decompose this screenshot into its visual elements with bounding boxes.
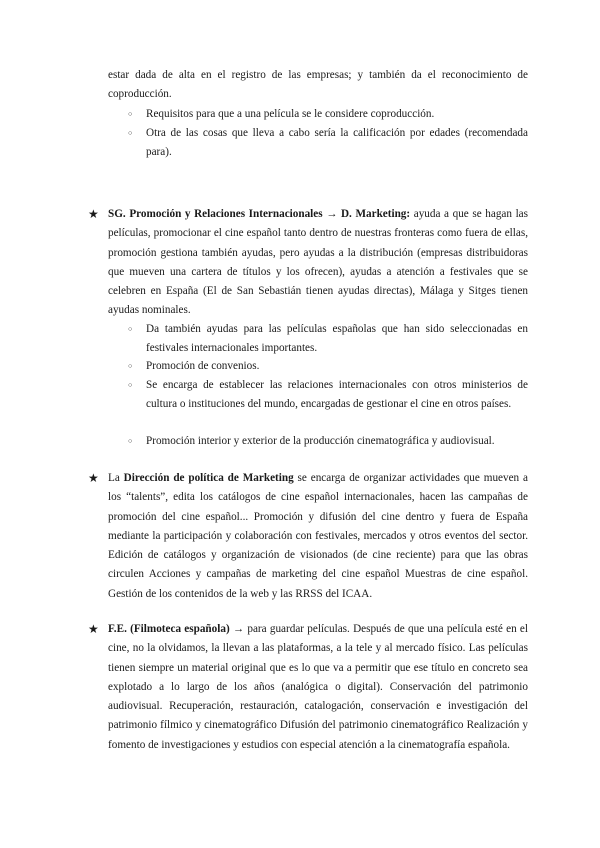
sub-bullet-icon: ○ [128, 362, 133, 370]
section-pre: La [108, 472, 124, 484]
filmoteca-paragraph [108, 620, 528, 755]
star-bullet-icon: ★ [88, 471, 99, 485]
sub-bullet-icon: ○ [128, 129, 133, 137]
sub-bullet-icon: ○ [128, 325, 133, 333]
section-heading: F.E. (Filmoteca española) → [108, 623, 245, 635]
intro-paragraph: estar dada de alta en el registro de las empresas; y también da el reconocimiento de coproducción. [108, 69, 528, 101]
section-body: ayuda a que se hagan las películas, promocionar el cine español tanto dentro de nuestras fronteras como fuera de ellas, promoción gestiona también ayudas, pero ayudas a la distribución (empresas distribuidoras que mueven una cartera de títulos y los ofrecen), ayudas a atención a festivales que se celebren en España (El de San Sebastián tienen ayudas directas), Málaga y Sitges tienen ayudas nominales. [108, 208, 529, 317]
section-heading: Dirección de política de Marketing [123, 472, 294, 484]
marketing-sub-item: Da también ayudas para las películas españolas que han sido seleccionadas en festivales internacionales importantes. [146, 323, 528, 355]
section-body: para guardar películas. Después de que una película esté en el cine, no la olvidamos, la llevan a las plataformas, a la tele y al mercado físico. Las películas tienen siempre un material original que es lo que va a permitir que ese título en concreto sea explotado a lo largo de los años (analógica o digital). Conservación del patrimonio audiovisual. Recuperación, restauración, catalogación, conservación e investigación del patrimonio fílmico y cinematográfico Difusión del patrimonio cinematográfico Realización y fomento de investigaciones y estudios con especial atención a la cinematografía española. [108, 623, 528, 751]
intro-sub-item: Otra de las cosas que lleva a cabo sería la calificación por edades (recomendada para). [146, 127, 528, 159]
sub-bullet-icon: ○ [128, 437, 133, 445]
intro-sub-item: Requisitos para que a una película se le considere coproducción. [146, 108, 435, 120]
star-bullet-icon: ★ [88, 207, 99, 221]
section-heading: SG. Promoción y Relaciones Internacionales → D. Marketing: [108, 208, 411, 220]
sub-bullet-icon: ○ [128, 381, 133, 389]
marketing-sub-item: Promoción interior y exterior de la producción cinematográfica y audiovisual. [146, 435, 495, 447]
sub-bullet-icon: ○ [128, 110, 133, 118]
star-bullet-icon: ★ [88, 622, 99, 636]
marketing-paragraph [108, 205, 528, 321]
marketing-policy-paragraph [108, 469, 528, 604]
section-body: se encarga de organizar actividades que mueven a los “talents”, edita los catálogos de cine español internacionales, hacen las campañas de promoción del cine español... Promoción y difusión del cine dentro y fuera de España mediante la participación y colaboración con festivales, mercados y otros eventos del sector. Edición de catálogos y organización de visionados (de cine reciente) para que las obras circulen Acciones y campañas de marketing del cine español Muestras de cine español. Gestión de los contenidos de la web y las RRSS del ICAA. [108, 472, 528, 600]
marketing-sub-item: Promoción de convenios. [146, 360, 260, 372]
marketing-sub-item: Se encarga de establecer las relaciones internacionales con otros ministerios de cultura o instituciones del mundo, encargadas de gestionar el cine en otros países. [146, 379, 528, 411]
